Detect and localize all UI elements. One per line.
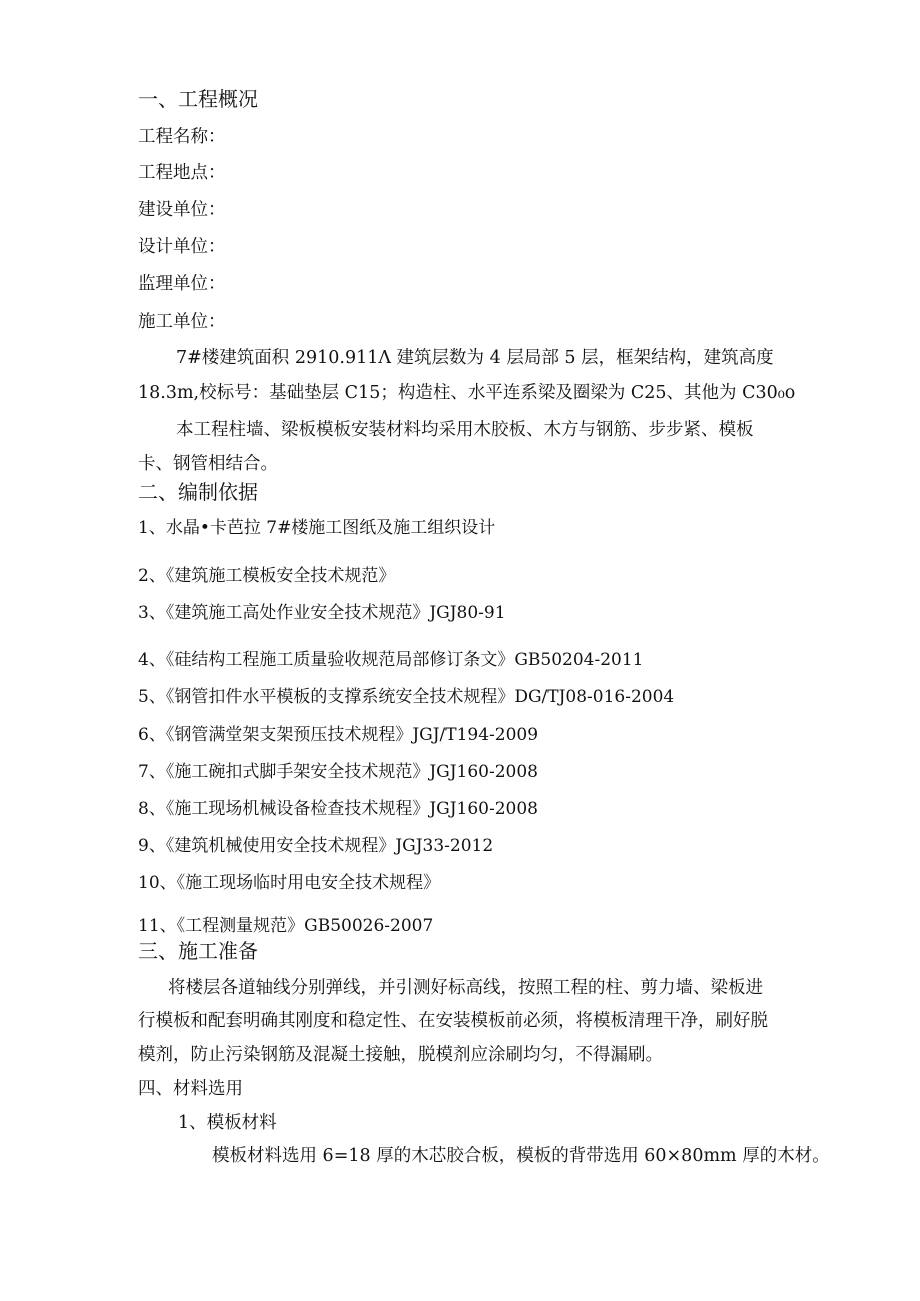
reference-item: 10、《施工现场临时用电安全技术规程》 xyxy=(138,873,441,893)
section3-heading: 三、施工准备 xyxy=(138,939,258,963)
reference-item: 2、《建筑施工模板安全技术规范》 xyxy=(138,566,396,586)
reference-item: 11、《工程测量规范》GB50026-2007 xyxy=(138,916,434,936)
field-project-location: 工程地点： xyxy=(138,163,226,183)
field-builder-unit: 施工单位： xyxy=(138,312,226,332)
reference-item: 3、《建筑施工高处作业安全技术规范》JGJ80-91 xyxy=(138,603,506,623)
section2-heading: 二、编制依据 xyxy=(138,480,258,504)
field-project-name: 工程名称： xyxy=(138,127,226,147)
formwork-material-subheading: 1、模板材料 xyxy=(178,1113,277,1133)
field-supervision-unit: 监理单位： xyxy=(138,274,226,294)
reference-item: 6、《钢管满堂架支架预压技术规程》JGJ/T194-2009 xyxy=(138,725,539,745)
preparation-line1: 将楼层各道轴线分别弹线，并引测好标高线，按照工程的柱、剪力墙、梁板进 xyxy=(168,978,763,998)
formwork-material-line: 模板材料选用 6=18 厚的木芯胶合板，模板的背带选用 60×80mm 厚的木材。 xyxy=(212,1146,830,1166)
section4-heading: 四、材料选用 xyxy=(138,1079,243,1099)
reference-item: 1、水晶•卡芭拉 7#楼施工图纸及施工组织设计 xyxy=(138,518,496,538)
materials-paragraph-line1: 本工程柱墙、梁板模板安装材料均采用木胶板、木方与钢筋、步步紧、模板 xyxy=(176,420,754,440)
reference-item: 5、《钢管扣件水平模板的支撑系统安全技术规程》DG/TJ08-016-2004 xyxy=(138,687,675,707)
preparation-line2: 行模板和配套明确其刚度和稳定性、在安装模板前必须，将模板清理干净，刷好脱 xyxy=(138,1011,768,1031)
section1-heading: 一、工程概况 xyxy=(138,87,258,111)
reference-item: 7、《施工碗扣式脚手架安全技术规范》JGJ160-2008 xyxy=(138,762,538,782)
reference-item: 9、《建筑机械使用安全技术规程》JGJ33-2012 xyxy=(138,836,494,856)
materials-paragraph-line2: 卡、钢管相结合。 xyxy=(138,454,278,474)
field-design-unit: 设计单位： xyxy=(138,237,226,257)
overview-paragraph-line1: 7#楼建筑面积 2910.911Λ 建筑层数为 4 层局部 5 层，框架结构，建筑高度 xyxy=(176,348,774,368)
reference-item: 4、《硅结构工程施工质量验收规范局部修订条文》GB50204-2011 xyxy=(138,650,644,670)
preparation-line3: 模剂，防止污染钢筋及混凝土接触，脱模剂应涂刷均匀，不得漏刷。 xyxy=(138,1045,663,1065)
overview-paragraph-line2: 18.3m,校标号：基础垫层 C15；构造柱、水平连系梁及圈梁为 C25、其他为 C30₀o xyxy=(138,383,796,403)
reference-item: 8、《施工现场机械设备检查技术规程》JGJ160-2008 xyxy=(138,799,538,819)
field-construction-unit: 建设单位： xyxy=(138,200,226,220)
